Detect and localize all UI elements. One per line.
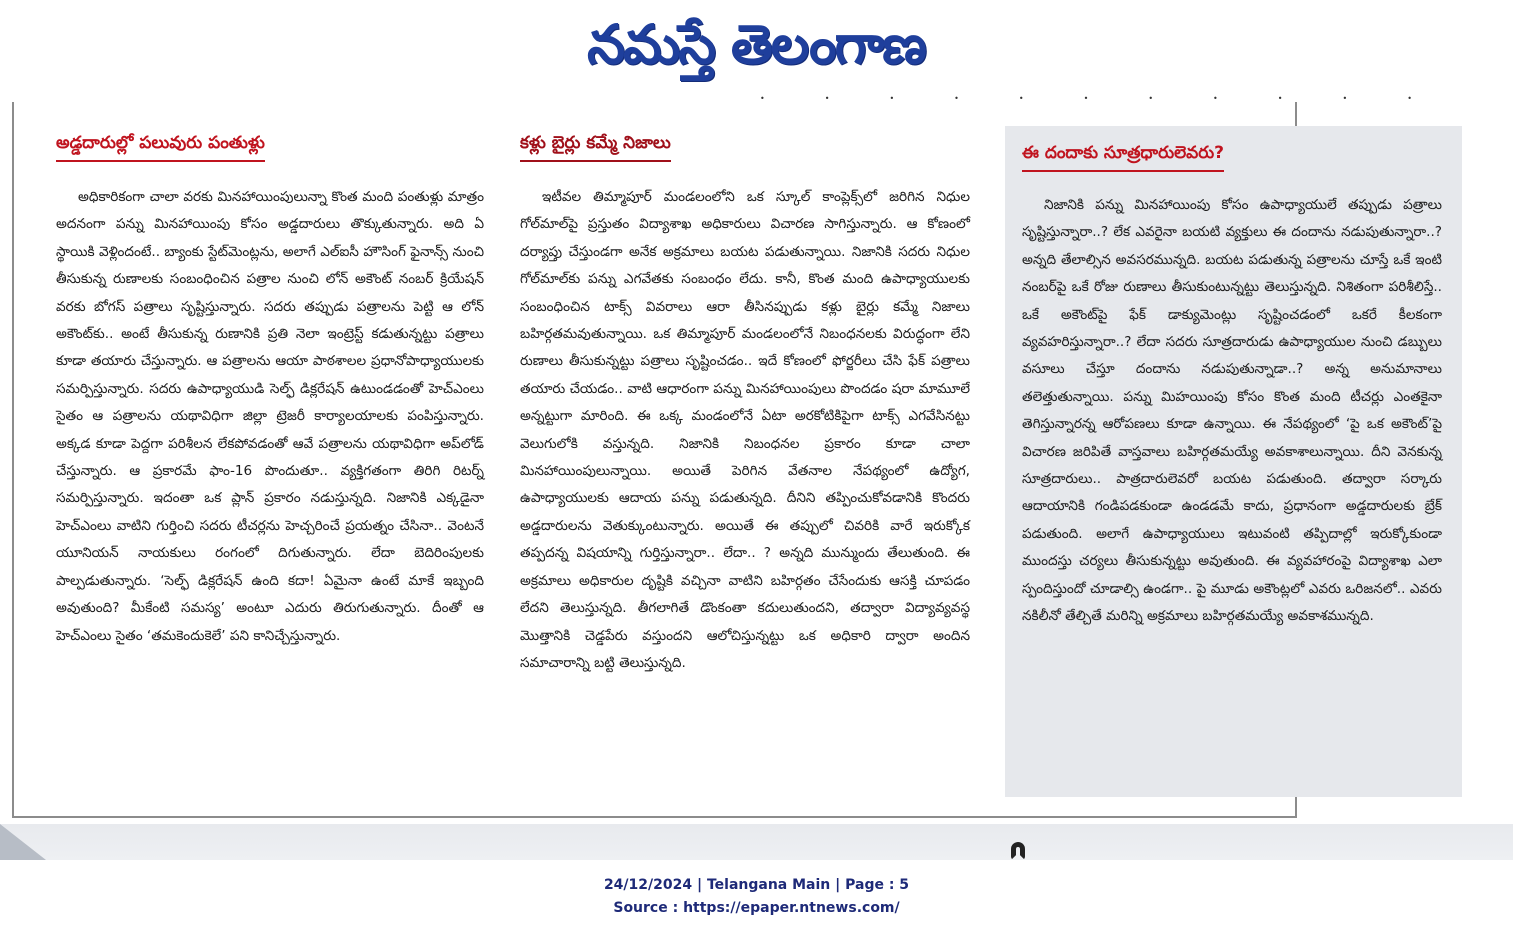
clipping-shadow-corner — [0, 824, 46, 860]
article-body: ఇటీవల తిమ్మాపూర్ మండలంలోని ఒక స్కూల్ కాంప్లెక్స్‌లో జరిగిన నిధుల గోల్‌మాల్‌పై ప్రస్తుతం విద్యాశాఖ అధికారులు విచారణ సాగిస్తున్నారు. ఆ కోణంలో దర్యాప్తు చేస్తుండగా అనేక అక్రమాలు బయట పడుతున్నాయి. నిజానికి సదరు నిధుల గోల్‌మాల్‌కు పన్ను ఎగవేతకు సంబంధం లేదు. కానీ, కొంత మంది ఉపాధ్యాయులకు సంబంధించిన టాక్స్ వివరాలు ఆరా తీసినప్పుడు కళ్లు బైర్లు కమ్మే నిజాలు బహిర్గతమవుతున్నాయి. ఒక తిమ్మాపూర్ మండలంలోనే నిబంధనలకు విరుద్ధంగా లేని రుణాలు తీసుకున్నట్టు పత్రాలు సృష్టించడం.. ఇదే కోణంలో ఫోర్జరీలు చేసి ఫేక్ పత్రాలు తయారు చేయడం.. వాటి ఆధారంగా పన్ను మినహాయింపులు పొందడం షరా మామూలే అన్నట్టుగా మారింది. ఈ ఒక్క మండంలోనే ఏటా అరకోటికిపైగా టాక్స్ ఎగవేసినట్టు వెలుగులోకి వస్తున్నది. నిజానికి నిబంధనల ప్రకారం కూడా చాలా మినహాయింపులున్నాయి. అయితే పెరిగిన వేతనాల నేపథ్యంలో ఉద్యోగ, ఉపాధ్యాయులకు ఆదాయ పన్ను పడుతున్నది. దీనిని తప్పించుకోవడానికి కొందరు అడ్డదారులను వెతుక్కుంటున్నారు. అయితే ఈ తప్పులో చివరికి వారే ఇరుక్కోక తప్పదన్న విషయాన్ని గుర్తిస్తున్నారా.. లేదా.. ? అన్నది మున్ముందు తేలుతుంది. ఈ అక్రమాలు అధికారుల దృష్టికి వచ్చినా వాటిని బహిర్గతం చేసేందుకు ఆసక్తి చూపడం లేదని తెలుస్తున్నది. తీగలాగితే డొంకంతా కదులుతుందని, తద్వారా విద్యావ్యవస్థ మొత్తానికి చెడ్డపేరు వస్తుందని ఆలోచిస్తున్నట్టు ఒక అధికారి ద్వారా అందిన సమాచారాన్ని బట్టి తెలుస్తున్నది. — [520, 189, 970, 671]
article-column-3 — [1022, 140, 1442, 631]
clipping-shadow — [0, 824, 1513, 860]
edition-line: 24/12/2024 | Telangana Main | Page : 5 — [603, 877, 910, 893]
footer — [0, 874, 1513, 920]
article-column-2 — [520, 130, 970, 677]
article-headline: కళ్లు బైర్లు కమ్మే నిజాలు — [520, 130, 671, 162]
article-body: నిజానికి పన్ను మినహాయింపు కోసం ఉపాధ్యాయులే తప్పుడు పత్రాలు సృష్టిస్తున్నారా..? లేక ఎవరైనా బయటి వ్యక్తులు ఈ దందాను నడుపుతున్నారా..? అన్నది తేలాల్సిన అవసరమున్నది. బయట పడుతున్న పత్రాలను చూస్తే ఒకే ఇంటి నంబర్‌పై ఒకే రోజు రుణాలు తీసుకుంటున్నట్టు తెలుస్తున్నది. నిశితంగా పరిశీలిస్తే.. ఒకే అకౌంట్‌పై ఫేక్ డాక్యుమెంట్లు సృష్టించడంలో ఒకరే కీలకంగా వ్యవహరిస్తున్నారా..? లేదా సదరు సూత్రదారుడు ఉపాధ్యాయుల నుంచి డబ్బులు వసూలు చేస్తూ దందాను నడుపుతున్నాడా..? అన్న అనుమానాలు తలెత్తుతున్నాయి. పన్ను మిహయింపు కోసం కొంత మంది టీచర్లు ఎంతకైనా తెగిస్తున్నారన్న ఆరోపణలు కూడా ఉన్నాయి. ఈ నేపథ్యంలో ‘పై ఒక అకౌంట్’పై విచారణ జరిపితే వాస్తవాలు బహిర్గతమయ్యే అవకాశాలున్నాయి. దీని వెనకున్న సూత్రదారులు.. పాత్రదారులెవరో బయట పడుతుంది. తద్వారా సర్కారు ఆదాయానికి గండిపడకుండా ఉండడమే కాదు, ప్రధానంగా అడ్డదారులకు బ్రేక్ పడుతుంది. అలాగే ఉపాధ్యాయులు ఇటువంటి తప్పిదాల్లో ఇరుక్కోకుండా ముందస్తు చర్యలు తీసుకున్నట్టు అవుతుంది. ఈ వ్యవహారంపై విద్యాశాఖ ఎలా స్పందిస్తుందో చూడాల్సి ఉండగా.. పై మూడు అకౌంట్లలో ఎవరు ఒరిజనలో.. ఎవరు నకిలీనో తేల్చితే మరిన్ని అక్రమాలు బహిర్గతమయ్యే అవకాశమున్నది. — [1022, 197, 1442, 625]
article-column-1 — [56, 130, 484, 650]
cropped-glyph-remnant — [1011, 842, 1025, 860]
newspaper-logo: నమస్తే తెలంగాణ — [587, 12, 925, 76]
article-headline: అడ్డదారుల్లో పలువురు పంతుళ్లు — [56, 130, 265, 162]
masthead — [0, 0, 1513, 92]
article-body: అధికారికంగా చాలా వరకు మినహాయింపులున్నా కొంత మంది పంతుళ్లు మాత్రం అదనంగా పన్ను మినహాయింపు కోసం అడ్డదారులు తొక్కుతున్నారు. అది ఏ స్థాయికి వెళ్లిందంటే.. బ్యాంకు స్టేట్‌మెంట్లను, అలాగే ఎల్‌ఐసీ హౌసింగ్ ఫైనాన్స్ నుంచి తీసుకున్న రుణాలకు సంబంధించిన పత్రాల నుంచి లోన్ అకౌంట్ నంబర్ క్రియేషన్ వరకు బోగస్ పత్రాలు సృష్టిస్తున్నారు. సదరు తప్పుడు పత్రాలను పెట్టి ఆ లోన్ అకౌంట్‌కు.. అంటే తీసుకున్న రుణానికి ప్రతి నెలా ఇంట్రెస్ట్ కడుతున్నట్టు పత్రాలు కూడా తయారు చేస్తున్నారు. ఆ పత్రాలను ఆయా పాఠశాలల ప్రధానోపాధ్యాయులకు సమర్పిస్తున్నారు. సదరు ఉపాధ్యాయుడి సెల్ఫ్ డిక్లరేషన్ ఉటుండడంతో హెచ్‌ఎంలు సైతం ఆ పత్రాలను యథావిధిగా జిల్లా ట్రెజరీ కార్యాలయాలకు పంపిస్తున్నారు. అక్కడ కూడా పెద్దగా పరిశీలన లేకపోవడంతో ఆవే పత్రాలను యథావిధిగా అప్‌లోడ్ చేస్తున్నారు. ఆ ప్రకారమే ఫాం-16 పొందుతూ.. వ్యక్తిగతంగా తిరిగి రిటర్న్ సమర్పిస్తున్నారు. ఇదంతా ఒక ప్లాన్ ప్రకారం నడుస్తున్నది. నిజానికి ఎక్కడైనా హెచ్‌ఎంలు వాటిని గుర్తించి సదరు టీచర్లను హెచ్చరించే ప్రయత్నం చేసినా.. వెంటనే యూనియన్ నాయకులు రంగంలో దిగుతున్నారు. లేదా బెదిరింపులకు పాల్పడుతున్నారు. ‘సెల్ఫ్ డిక్లరేషన్ ఉంది కదా! ఏమైనా ఉంటే మాకే ఇబ్బంది అవుతుంది? మీకేంటి సమస్య’ అంటూ ఎదురు తిరుగుతున్నారు. దీంతో ఆ హెచ్‌ఎంలు సైతం ‘తమకెందుకెలే’ పని కానిచ్చేస్తున్నారు. — [56, 189, 484, 644]
cropped-text-remnant: ••••••••••• — [760, 94, 1472, 103]
source-line: Source : https://epaper.ntnews.com/ — [613, 900, 900, 916]
article-headline: ఈ దందాకు సూత్రధారులెవరు? — [1022, 140, 1224, 172]
